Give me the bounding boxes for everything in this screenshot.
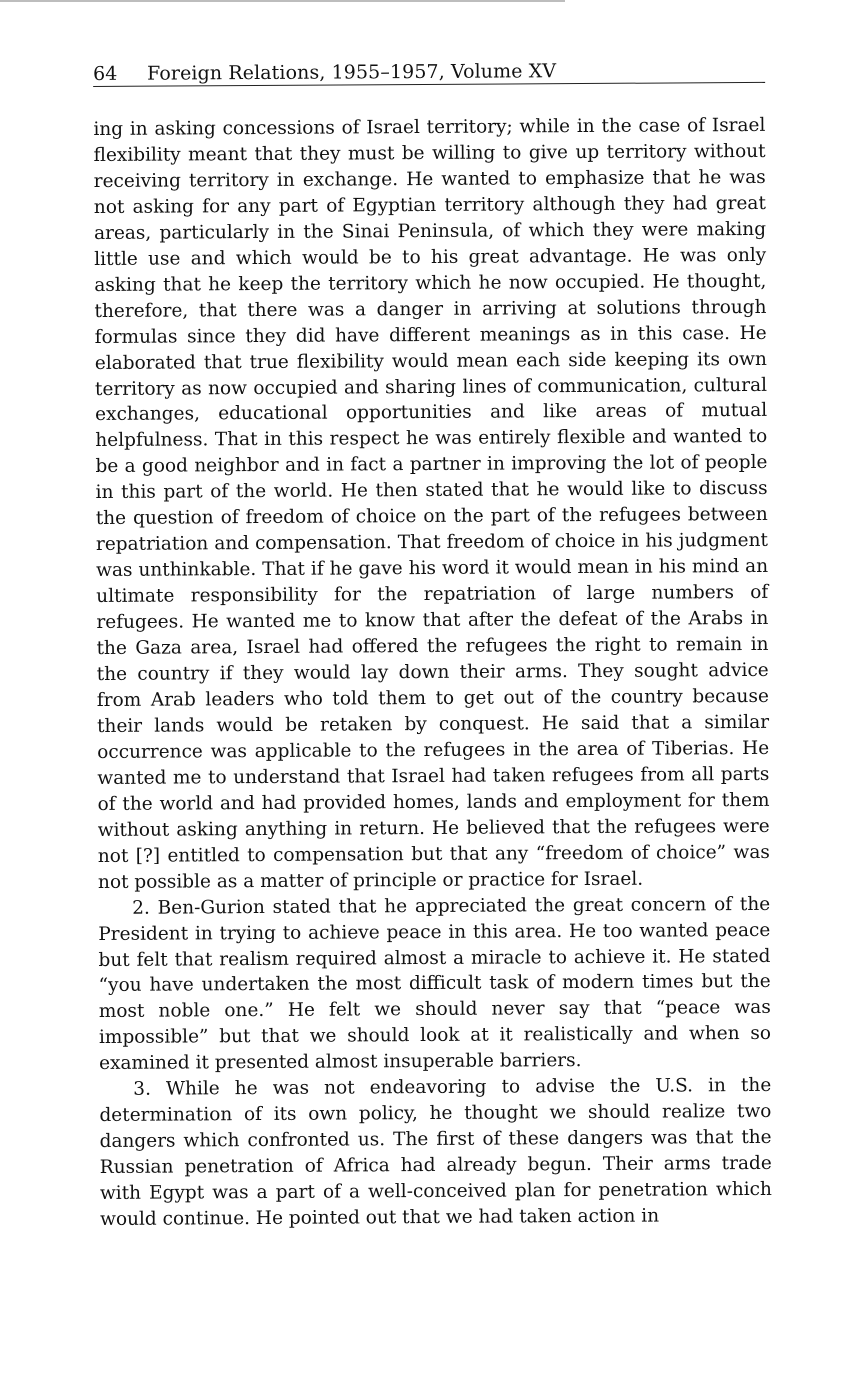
running-header [93,58,765,87]
scan-top-edge [0,0,565,2]
page-number: 64 [93,62,118,85]
paragraph-continuation: ing in asking concessions of Israel territory; while in the case of Israel flexibility meant that they must be willing to give up territory without receiving territory in exchange. He wanted to emphasize that he was not asking for any part of Egyptian territory although they had great areas, particularly in the Sinai Peninsula, of which they were making little use and which would be to his great advantage. He was only asking that he keep the territory which he now occupied. He thought, therefore, that there was a danger in arriving at solutions through formulas since they did have different meanings as in this case. He elaborated that true flexibility would mean each side keeping its own territory as now occupied and sharing lines of communication, cultural exchanges, educational opportunities and like areas of mutual helpfulness. That in this respect he was entirely flexible and wanted to be a good neighbor and in fact a partner in improving the lot of people in this part of the world. He then stated that he would like to discuss the question of freedom of choice on the part of the refugees between repatriation and compensation. That freedom of choice in his judgment was unthinkable. That if he gave his word it would mean in his mind an ultimate responsibility for the repatriation of large numbers of refugees. He wanted me to know that after the defeat of the Arabs in the Gaza area, Israel had offered the refugees the right to remain in the country if they would lay down their arms. They sought advice from Arab leaders who told them to get out of the country because their lands would be retaken by conquest. He said that a similar occurrence was applicable to the refugees in the area of Tiberias. He wanted me to understand that Israel had taken refugees from all parts of the world and had provided homes, lands and employment for them without asking anything in return. He believed that the refugees were not [?] entitled to compensation but that any “freedom of choice” was not possible as a matter of principle or practice for Israel. [93,114,770,893]
body-text [93,113,772,1233]
paragraph-3: 3. While he was not endeavoring to advise the U.S. in the determination of its own policy, he thought we should realize two dangers which confronted us. The first of these dangers was that the Russian penetration of Africa had already begun. Their arms trade with Egypt was a part of a well-conceived plan for penetration which would continue. He pointed out that we had taken action in [99,1075,772,1231]
running-title: Foreign Relations, 1955–1957, Volume XV [147,60,557,85]
paragraph-2: 2. Ben-Gurion stated that he appreciated the great concern of the President in trying to achieve peace in this area. He too wanted peace but felt that realism required almost a miracle to achieve it. He stated “you have undertaken the most difficult task of modern times but the most noble one.” He felt we should never say that “peace was impossible” but that we should look at it realistically and when so examined it presented almost insuperable barriers. [98,893,772,1075]
document-page [93,58,772,1233]
